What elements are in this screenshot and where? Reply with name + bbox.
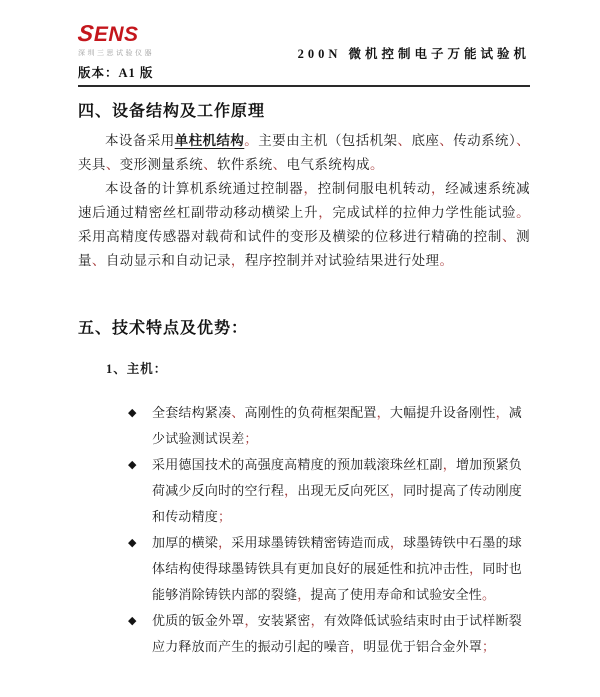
version-label: 版本：A1 版 (78, 66, 154, 80)
diamond-bullet-icon: ◆ (128, 537, 137, 549)
brand-logo (78, 22, 530, 45)
brand-logo-text (76, 20, 139, 46)
feature-list (78, 400, 530, 660)
diamond-bullet-icon: ◆ (128, 407, 137, 419)
section5-heading: 五、技术特点及优势： (78, 320, 249, 337)
brand-logo-s-glyph: S (76, 20, 96, 46)
page-header (78, 22, 530, 87)
document-title: 200N 微机控制电子万能试验机 (297, 47, 530, 61)
brand-tagline: 深圳三思试验仪器 (78, 50, 154, 57)
section4-paragraph-1 (78, 129, 530, 177)
para1-suffix: 。主要由主机（包括机架、底座、传动系统）、夹具、变形测量系统、软件系统、电气系统构成。 (78, 133, 531, 172)
section4-paragraph-2: 本设备的计算机系统通过控制器，控制伺服电机转动，经减速系统减速后通过精密丝杠副带动移动横梁上升，完成试样的拉伸力学性能试验。采用高精度传感器对载荷和试件的变形及横梁的位移进行精确的控制、测量、自动显示和自动记录，程序控制并对试验结果进行处理。 (78, 181, 531, 268)
list-item-text: 优质的钣金外罩，安装紧密，有效降低试验结束时由于试样断裂应力释放而产生的振动引起的噪音，明显优于铝合金外罩； (152, 613, 522, 654)
brand-logo-rest: ENS (93, 23, 139, 46)
list-item-text: 全套结构紧凑、高刚性的负荷框架配置，大幅提升设备刚性，减少试验测试误差； (152, 405, 522, 446)
para1-highlight: 单柱机结构 (174, 133, 245, 148)
section4-heading: 四、设备结构及工作原理 (78, 103, 266, 120)
list-item-text: 加厚的横梁，采用球墨铸铁精密铸造而成，球墨铸铁中石墨的球体结构使得球墨铸铁具有更加良好的展延性和抗冲击性，同时也能够消除铸铁内部的裂缝，提高了使用寿命和试验安全性。 (152, 535, 522, 602)
list-item (128, 400, 522, 452)
diamond-bullet-icon: ◆ (128, 459, 137, 471)
list-item (128, 608, 522, 660)
list-item-text: 采用德国技术的高强度高精度的预加载滚珠丝杠副，增加预紧负荷减少反向时的空行程，出现无反向死区，同时提高了传动刚度和传动精度； (152, 457, 522, 524)
list-item (128, 530, 522, 608)
section5-subheading: 1、主机： (106, 362, 168, 376)
diamond-bullet-icon: ◆ (128, 615, 137, 627)
list-item (128, 452, 522, 530)
para1-prefix: 本设备采用 (105, 133, 175, 148)
